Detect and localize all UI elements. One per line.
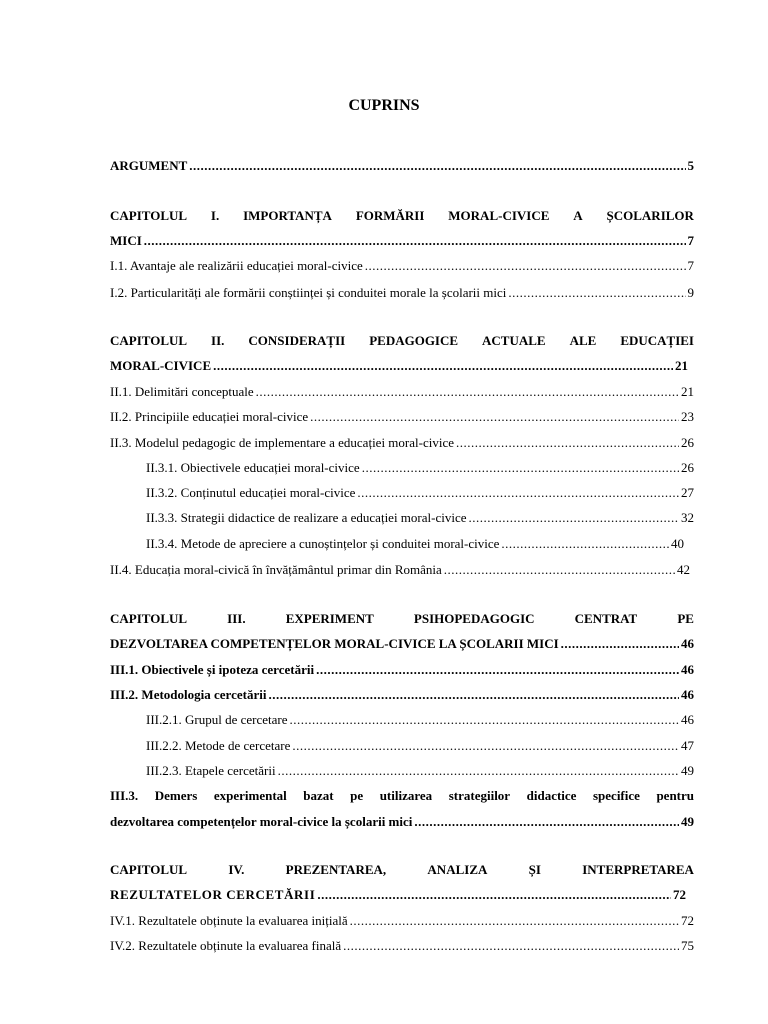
heading-word: ȘCOLARILOR (606, 208, 694, 223)
dot-leader (508, 285, 685, 301)
toc-entry-page: 72 (673, 887, 686, 902)
toc-entry-page: 40 (671, 536, 684, 551)
entry-word: bazat (303, 788, 334, 803)
entry-word: Demers (154, 788, 198, 803)
toc-entry-label: II.3.4. Metode de apreciere a cunoștințelor și conduitei moral-civice (146, 536, 500, 551)
toc-entry[interactable] (110, 258, 694, 274)
toc-entry-page: 27 (681, 485, 694, 500)
dot-leader (292, 738, 679, 754)
dot-leader (316, 662, 679, 678)
toc-entry-line1[interactable] (110, 788, 694, 804)
toc-entry[interactable] (110, 285, 694, 301)
toc-entry-label: IV.2. Rezultatele obținute la evaluarea finală (110, 938, 342, 953)
entry-word: specifice (592, 788, 640, 803)
dot-leader (343, 938, 679, 954)
toc-entry-page: 7 (687, 233, 694, 248)
toc-subentry[interactable] (146, 712, 694, 728)
toc-subentry[interactable] (146, 460, 694, 476)
dot-leader (268, 687, 679, 703)
toc-entry-label: I.1. Avantaje ale realizării educației moral-civice (110, 258, 363, 273)
toc-entry-label: REZULTATELOR CERCETĂRII (110, 887, 316, 902)
heading-word: ȘI (528, 862, 541, 877)
toc-entry-label: II.4. Educația moral-civică în învățământul primar din România (110, 562, 442, 577)
toc-entry[interactable] (110, 409, 694, 425)
dot-leader (278, 763, 679, 779)
toc-entry[interactable] (110, 562, 690, 578)
heading-word: PEDAGOGICE (369, 333, 459, 348)
toc-entry[interactable] (110, 938, 694, 954)
toc-entry-label: MICI (110, 233, 142, 248)
toc-entry-page: 72 (681, 913, 694, 928)
toc-entry-page: 26 (681, 435, 694, 450)
heading-word: FORMĂRII (355, 208, 425, 223)
chapter-heading-line1[interactable] (110, 862, 694, 878)
toc-entry-line2[interactable] (110, 814, 694, 830)
chapter-heading-line2[interactable] (110, 636, 694, 652)
toc-entry-page: 26 (681, 460, 694, 475)
toc-entry-label: II.3.2. Conținutul educației moral-civice (146, 485, 356, 500)
page-title: CUPRINS (348, 97, 420, 114)
heading-word: PREZENTAREA, (285, 862, 387, 877)
heading-word: CONSIDERAȚII (248, 333, 346, 348)
dot-leader (469, 510, 680, 526)
toc-entry-page: 46 (681, 687, 694, 702)
chapter-heading-line2[interactable] (110, 233, 694, 249)
dot-leader (561, 636, 679, 652)
toc-entry-page: 7 (687, 258, 694, 273)
toc-entry-label: dezvoltarea competențelor moral-civice la școlarii mici (110, 814, 413, 829)
heading-word: CAPITOLUL (110, 862, 188, 877)
toc-entry-label: II.2. Principiile educației moral-civice (110, 409, 309, 424)
chapter-heading-line1[interactable] (110, 333, 694, 349)
dot-leader (501, 536, 669, 552)
dot-leader (350, 913, 679, 929)
toc-entry[interactable] (110, 435, 694, 451)
toc-entry[interactable] (110, 384, 694, 400)
heading-word: CAPITOLUL (110, 333, 188, 348)
toc-entry-label: II.3. Modelul pedagogic de implementare a educației moral-civice (110, 435, 454, 450)
toc-entry-label: II.3.1. Obiectivele educației moral-civice (146, 460, 360, 475)
heading-word: CAPITOLUL (110, 611, 188, 626)
heading-word: CAPITOLUL (110, 208, 188, 223)
chapter-heading-line1[interactable] (110, 208, 694, 224)
toc-entry-label: I.2. Particularități ale formării conștiinței și conduitei morale la școlarii mici (110, 285, 507, 300)
heading-word: I. (210, 208, 220, 223)
toc-entry-page: 46 (681, 712, 694, 727)
dot-leader (444, 562, 675, 578)
toc-subentry[interactable] (146, 738, 694, 754)
toc-entry-page: 21 (675, 358, 688, 373)
dot-leader (362, 460, 679, 476)
toc-subentry[interactable] (146, 536, 684, 552)
heading-word: PSIHOPEDAGOGIC (413, 611, 535, 626)
toc-entry-page: 21 (681, 384, 694, 399)
heading-word: IMPORTANȚA (243, 208, 332, 223)
dot-leader (256, 384, 679, 400)
toc-entry-label: II.3.3. Strategii didactice de realizare a educației moral-civice (146, 510, 467, 525)
toc-entry-page: 9 (687, 285, 694, 300)
heading-word: PE (677, 611, 694, 626)
entry-word: utilizarea (379, 788, 433, 803)
heading-word: EXPERIMENT (285, 611, 374, 626)
entry-word: strategiilor (448, 788, 511, 803)
toc-entry-page: 46 (681, 636, 694, 651)
toc-subentry[interactable] (146, 763, 694, 779)
toc-entry-label: III.2.2. Metode de cercetare (146, 738, 291, 753)
heading-word: II. (211, 333, 225, 348)
dot-leader (213, 358, 673, 374)
toc-entry-argument[interactable] (110, 158, 694, 174)
toc-entry-page: 49 (681, 814, 694, 829)
entry-word: pe (350, 788, 364, 803)
toc-entry-page: 47 (681, 738, 694, 753)
toc-entry-page: 49 (681, 763, 694, 778)
toc-entry[interactable] (110, 913, 694, 929)
toc-entry[interactable] (110, 687, 694, 703)
dot-leader (414, 814, 679, 830)
heading-word: EDUCAȚIEI (620, 333, 694, 348)
heading-word: ACTUALE (482, 333, 546, 348)
toc-entry-label: MORAL-CIVICE (110, 358, 212, 373)
heading-word: IV. (228, 862, 245, 877)
toc-entry-label: II.1. Delimitări conceptuale (110, 384, 254, 399)
dot-leader (144, 233, 686, 249)
heading-word: A (573, 208, 583, 223)
chapter-heading-line2[interactable] (110, 358, 688, 374)
toc-entry-label: DEZVOLTAREA COMPETENȚELOR MORAL-CIVICE LA ȘCOLARII MICI (110, 636, 559, 651)
toc-entry-page: 42 (677, 562, 690, 577)
heading-word: ANALIZA (427, 862, 488, 877)
toc-entry-label: III.2.1. Grupul de cercetare (146, 712, 288, 727)
toc-entry[interactable] (110, 662, 694, 678)
toc-entry-page: 46 (681, 662, 694, 677)
toc-subentry[interactable] (146, 510, 694, 526)
dot-leader (310, 409, 679, 425)
toc-entry-page: 32 (681, 510, 694, 525)
toc-entry-label: III.2. Metodologia cercetării (110, 687, 267, 702)
toc-entry-page: 23 (681, 409, 694, 424)
dot-leader (289, 712, 679, 728)
heading-word: III. (227, 611, 246, 626)
entry-word: didactice (526, 788, 577, 803)
toc-entry-label: III.2.3. Etapele cercetării (146, 763, 276, 778)
dot-leader (456, 435, 679, 451)
entry-word: pentru (656, 788, 694, 803)
dot-leader (365, 258, 686, 274)
toc-entry-page: 75 (681, 938, 694, 953)
chapter-heading-line1[interactable] (110, 611, 694, 627)
heading-word: MORAL-CIVICE (448, 208, 550, 223)
entry-word: experimental (213, 788, 287, 803)
toc-entry-page: 5 (687, 158, 694, 173)
toc-subentry[interactable] (146, 485, 694, 501)
chapter-heading-line2[interactable] (110, 887, 686, 903)
heading-word: CENTRAT (574, 611, 638, 626)
dot-leader (357, 485, 679, 501)
entry-word: III.3. (110, 788, 139, 803)
toc-entry-label: III.1. Obiectivele și ipoteza cercetării (110, 662, 315, 677)
toc-entry-label: ARGUMENT (110, 158, 188, 173)
heading-word: INTERPRETAREA (582, 862, 694, 877)
toc-entry-label: IV.1. Rezultatele obținute la evaluarea inițială (110, 913, 348, 928)
dot-leader (317, 887, 671, 903)
heading-word: ALE (569, 333, 597, 348)
dot-leader (189, 158, 685, 174)
